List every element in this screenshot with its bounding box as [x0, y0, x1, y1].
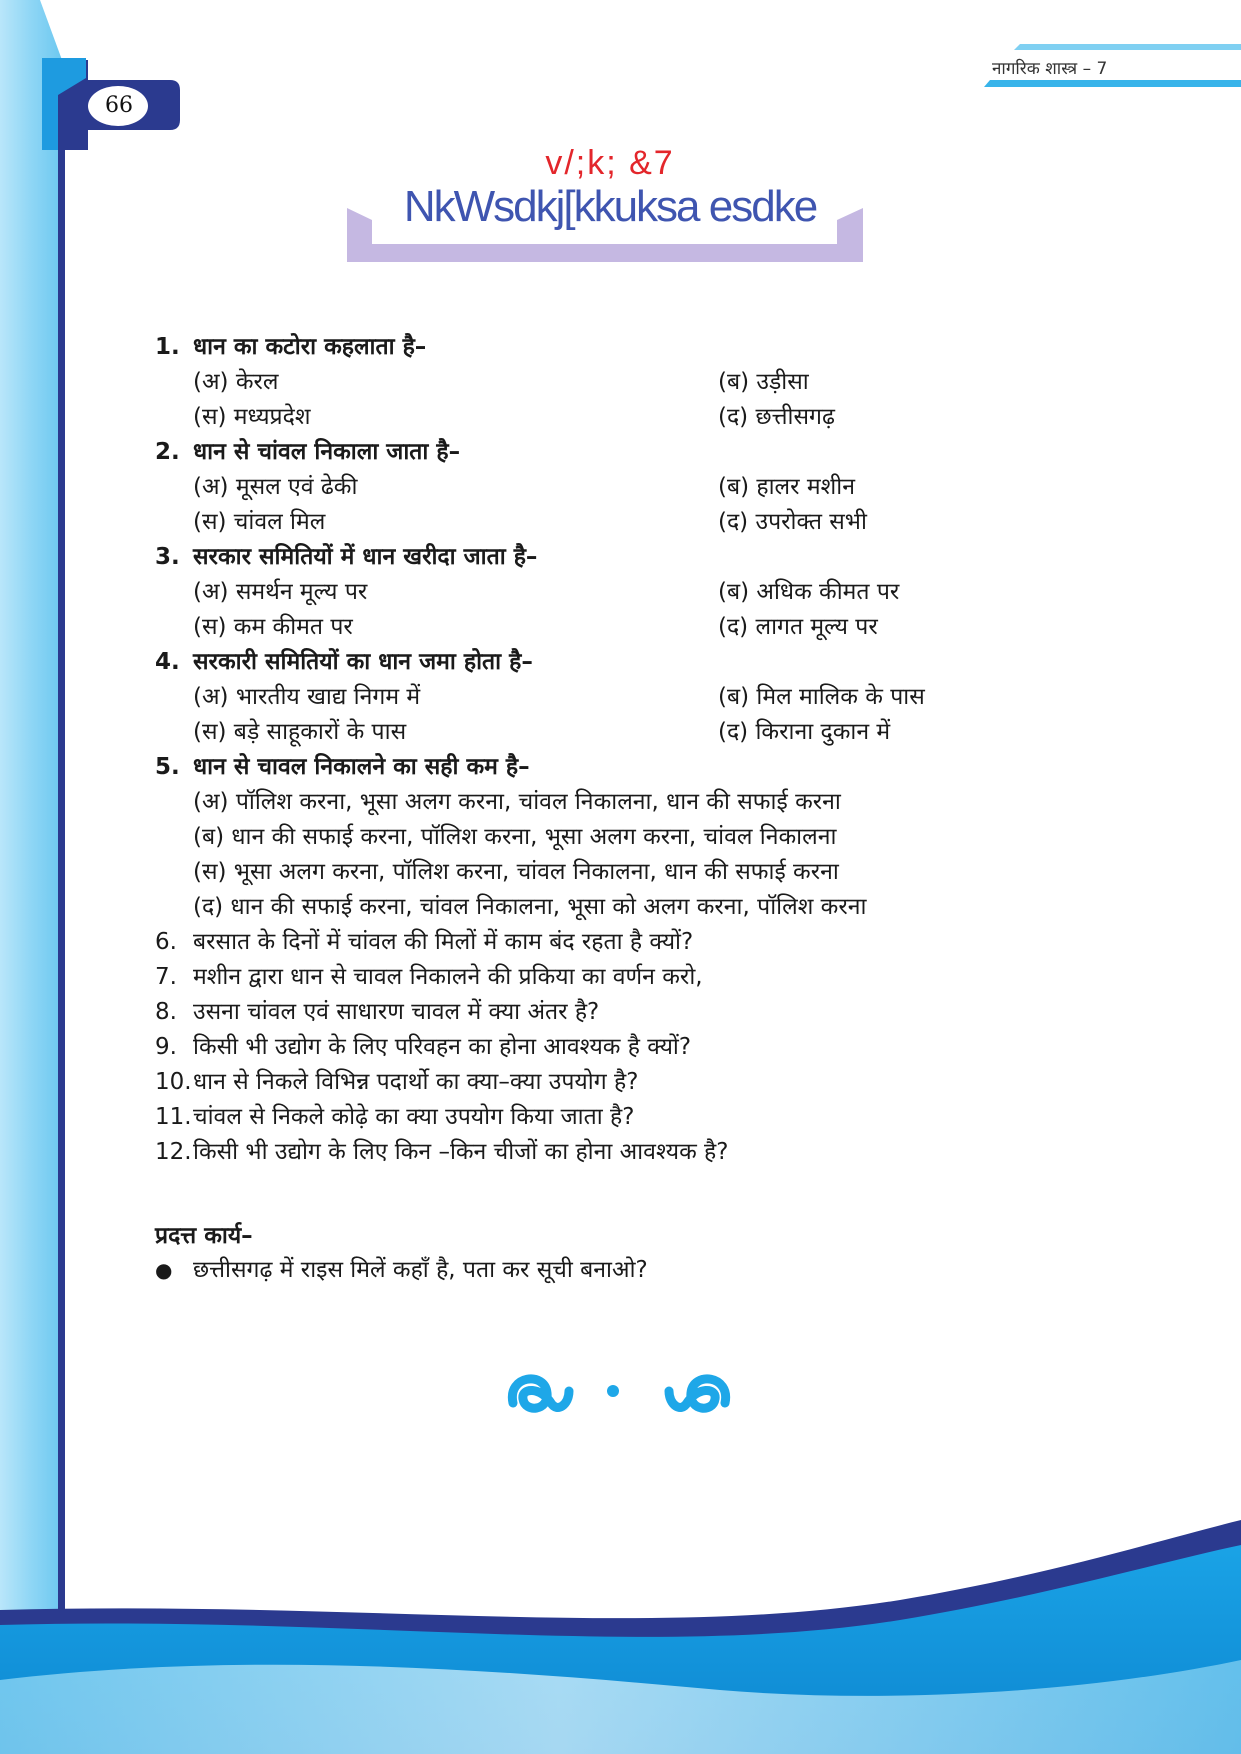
option-row [155, 610, 1085, 645]
question-text: धान से चावल निकालने का सही कम है– [193, 754, 530, 780]
question-number: 1. [155, 334, 180, 360]
option: (ब) धान की सफाई करना, पॉलिश करना, भूसा अलग करना, चांवल निकालना [193, 824, 837, 850]
option: (द) किराना दुकान में [718, 719, 891, 745]
option: (द) उपरोक्त सभी [718, 509, 867, 535]
assignment-heading: प्रदत्त कार्य– [155, 1223, 253, 1249]
question [155, 645, 1085, 680]
option: (द) लागत मूल्य पर [718, 614, 878, 640]
question-text: धान से चांवल निकाला जाता है– [193, 439, 461, 465]
question-text: मशीन द्वारा धान से चावल निकालने की प्रकिया का वर्णन करो, [193, 964, 703, 990]
question [155, 960, 1085, 995]
option: (ब) हालर मशीन [718, 474, 855, 500]
option-row [155, 680, 1085, 715]
left-navy-rule [58, 60, 65, 1620]
question-text: सरकार समितियों में धान खरीदा जाता है– [193, 544, 538, 570]
question-number: 6. [155, 929, 177, 955]
question-text: धान से निकले विभिन्न पदार्थो का क्या–क्या उपयोग है? [193, 1069, 639, 1095]
option: (द) छत्तीसगढ़ [718, 404, 835, 430]
option: (अ) भारतीय खाद्य निगम में [193, 684, 421, 710]
option-row [155, 365, 1085, 400]
option: (स) बड़े साहूकारों के पास [193, 719, 407, 745]
bullet-icon: ● [155, 1258, 173, 1282]
option: (अ) मूसल एवं ढेकी [193, 474, 358, 500]
question [155, 1135, 1085, 1170]
question-number: 12. [155, 1139, 192, 1165]
option: (स) मध्यप्रदेश [193, 404, 311, 430]
question-text: बरसात के दिनों में चांवल की मिलों में काम बंद रहता है क्यों? [193, 929, 694, 955]
question-number: 5. [155, 754, 180, 780]
question-number: 10. [155, 1069, 192, 1095]
question-number: 3. [155, 544, 180, 570]
header-ribbon-top [1014, 44, 1241, 50]
page-number: 66 [105, 93, 133, 118]
question [155, 925, 1085, 960]
question [155, 995, 1085, 1030]
question-number: 7. [155, 964, 177, 990]
question-text: चांवल से निकले कोढ़े का क्या उपयोग किया जाता है? [193, 1104, 635, 1130]
left-side-band [0, 0, 62, 1754]
question-text: उसना चांवल एवं साधारण चावल में क्या अंतर है? [193, 999, 600, 1025]
header-ribbon-bottom [984, 80, 1241, 87]
option: (द) धान की सफाई करना, चांवल निकालना, भूसा को अलग करना, पॉलिश करना [193, 894, 867, 920]
option-row [155, 715, 1085, 750]
option: (ब) मिल मालिक के पास [718, 684, 925, 710]
question [155, 330, 1085, 365]
option-row [155, 505, 1085, 540]
question-number: 8. [155, 999, 177, 1025]
question [155, 435, 1085, 470]
exercise-questions [155, 330, 1085, 1170]
question-text: सरकारी समितियों का धान जमा होता है– [193, 649, 533, 675]
chapter-label: v/;k; &7 [545, 144, 675, 182]
question [155, 1065, 1085, 1100]
end-ornament-icon [512, 1379, 725, 1408]
question-number: 2. [155, 439, 180, 465]
option: (स) कम कीमत पर [193, 614, 353, 640]
question [155, 1030, 1085, 1065]
question-text: धान का कटोरा कहलाता है– [193, 334, 427, 360]
option: (स) भूसा अलग करना, पॉलिश करना, चांवल निकालना, धान की सफाई करना [193, 859, 839, 885]
assignment-item [155, 1253, 648, 1288]
running-head: नागरिक शास्त्र – 7 [992, 59, 1108, 79]
option-row [155, 575, 1085, 610]
option: (अ) पॉलिश करना, भूसा अलग करना, चांवल निकालना, धान की सफाई करना [193, 789, 841, 815]
assignment-text: छत्तीसगढ़ में राइस मिलें कहाँ है, पता कर सूची बनाओ? [193, 1257, 648, 1283]
option: (ब) अधिक कीमत पर [718, 579, 900, 605]
question [155, 1100, 1085, 1135]
option: (अ) केरल [193, 369, 279, 395]
question-text: किसी भी उद्योग के लिए किन –किन चीजों का होना आवश्यक है? [193, 1139, 729, 1165]
option: (अ) समर्थन मूल्य पर [193, 579, 368, 605]
option: (स) चांवल मिल [193, 509, 326, 535]
chapter-title: NkWsdkj[kkuksa esdke [403, 182, 817, 231]
option-row [155, 470, 1085, 505]
question-number: 4. [155, 649, 180, 675]
question [155, 540, 1085, 575]
question [155, 750, 1085, 785]
question-number: 9. [155, 1034, 177, 1060]
option-row [155, 400, 1085, 435]
option: (ब) उड़ीसा [718, 369, 809, 395]
question-text: किसी भी उद्योग के लिए परिवहन का होना आवश्यक है क्यों? [193, 1034, 692, 1060]
question-number: 11. [155, 1104, 192, 1130]
